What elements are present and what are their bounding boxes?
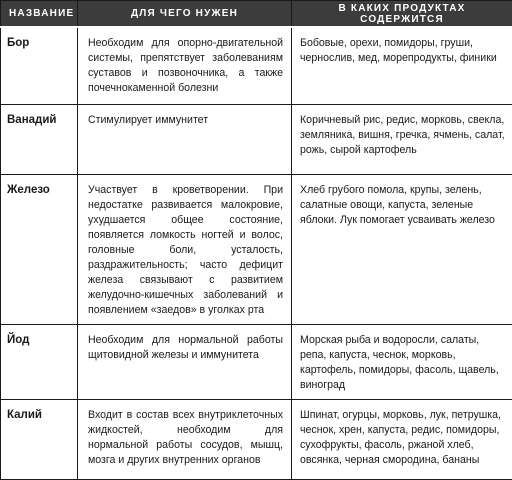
element-foods: Морская рыба и водоросли, салаты, репа, капуста, чеснок, морковь, картофель, помидоры, фасоль, щавель, виноград — [292, 324, 512, 399]
table-row — [1, 104, 512, 174]
element-purpose: Входит в состав всех внутриклеточных жидкостей, необходим для нормальной работы сосудов, мышц, мозга и других внутренних органов — [78, 399, 292, 479]
table-row — [1, 324, 512, 399]
table-row — [1, 27, 512, 104]
element-name: Бор — [1, 27, 78, 104]
element-foods: Бобовые, орехи, помидоры, груши, чернослив, мед, морепродукты, финики — [292, 27, 512, 104]
element-name: Йод — [1, 324, 78, 399]
element-foods: Коричневый рис, редис, морковь, свекла, земляника, вишня, гречка, ячмень, салат, рожь, сырой картофель — [292, 104, 512, 174]
element-name: Калий — [1, 399, 78, 479]
table-row — [1, 174, 512, 324]
element-purpose: Необходим для нормальной работы щитовидной железы и иммунитета — [78, 324, 292, 399]
element-purpose: Участвует в кроветворении. При недостатке развивается малокровие, ухудшается общее состояние, появляется ломкость ногтей и волос, головные боли, усталость, раздражительность; часто дефицит железа связывают с развитием желудочно-кишечных заболеваний и появлением «заедов» в уголках рта — [78, 174, 292, 324]
header-purpose: ДЛЯ ЧЕГО НУЖЕН — [78, 1, 292, 28]
header-name: НАЗВАНИЕ — [1, 1, 78, 28]
element-purpose: Стимулирует иммунитет — [78, 104, 292, 174]
element-foods: Шпинат, огурцы, морковь, лук, петрушка, чеснок, хрен, капуста, редис, помидоры, сухофрукты, фасоль, ржаной хлеб, овсянка, черная смородина, бананы — [292, 399, 512, 479]
element-name: Ванадий — [1, 104, 78, 174]
header-row — [1, 1, 512, 28]
element-purpose: Необходим для опорно-двигательной системы, препятствует заболеваниям суставов и позвоночника, а также почечнокаменной болезни — [78, 27, 292, 104]
table-row — [1, 399, 512, 479]
header-foods: В КАКИХ ПРОДУКТАХ СОДЕРЖИТСЯ — [292, 1, 512, 28]
element-name: Железо — [1, 174, 78, 324]
element-foods: Хлеб грубого помола, крупы, зелень, салатные овощи, капуста, зеленые яблоки. Лук помогает усваивать железо — [292, 174, 512, 324]
